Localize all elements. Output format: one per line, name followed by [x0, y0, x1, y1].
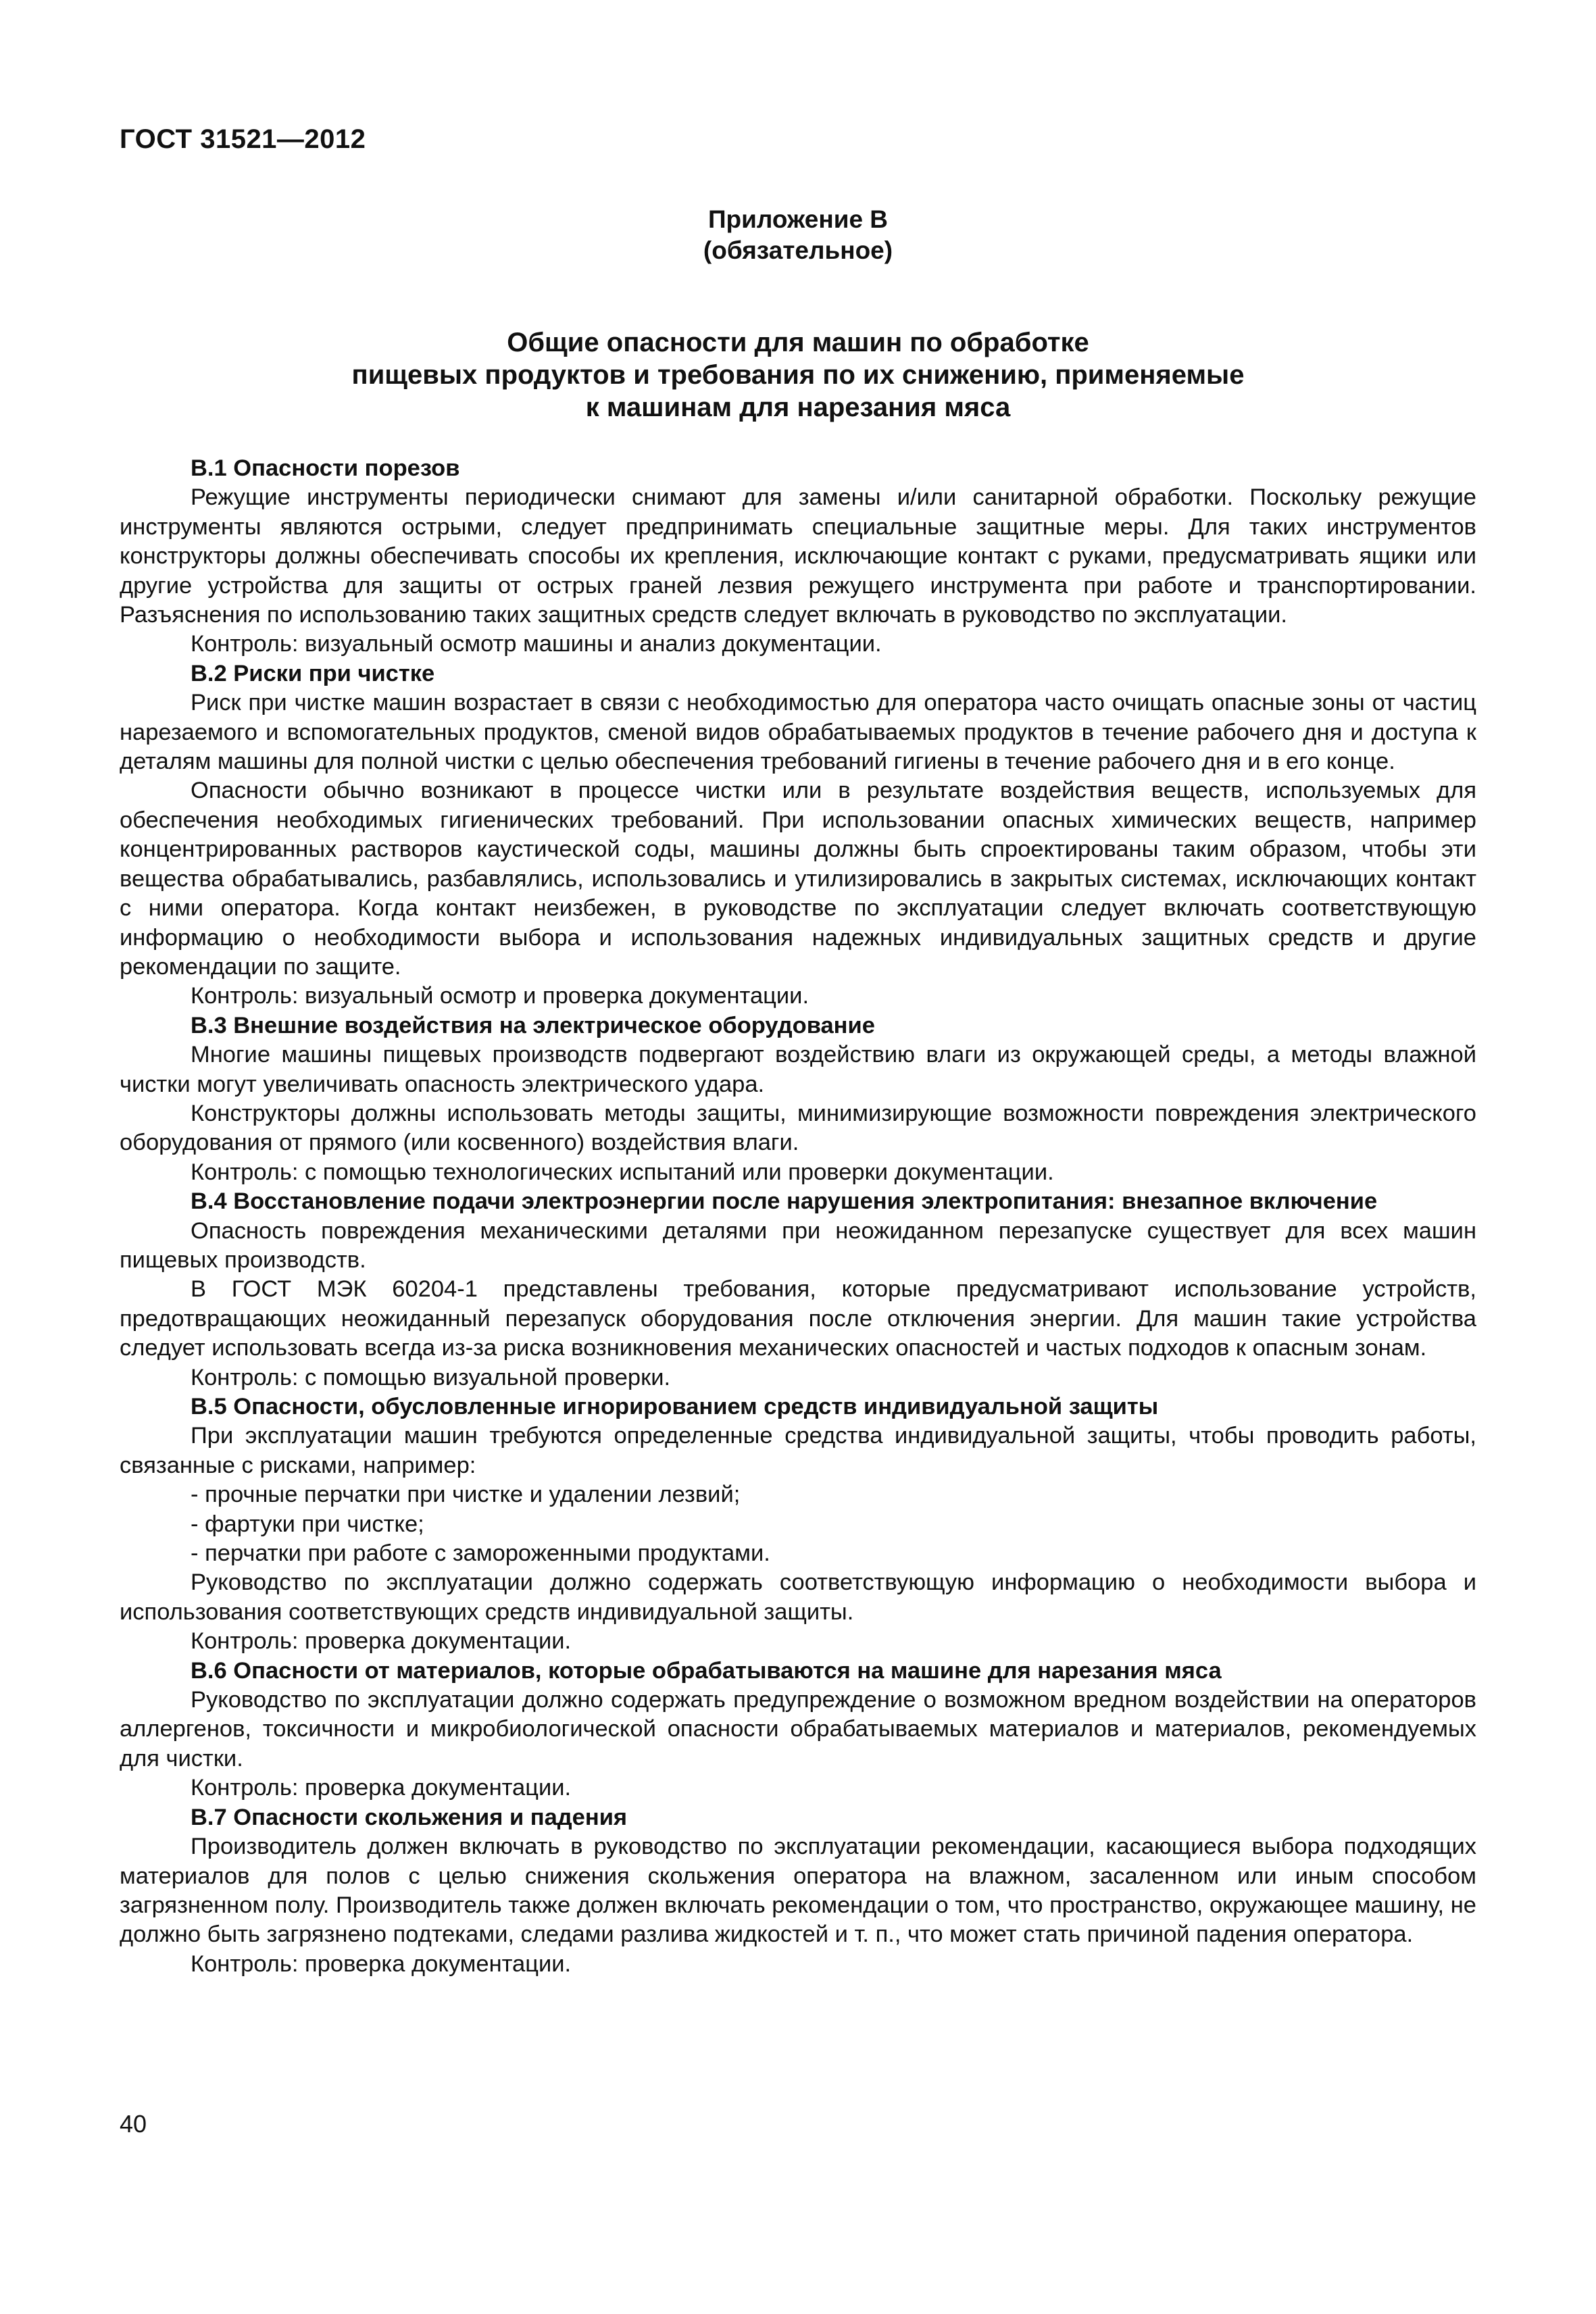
section-heading: В.2 Риски при чистке	[191, 660, 435, 686]
paragraph: Контроль: с помощью технологических испытаний или проверки документации.	[191, 1159, 1054, 1185]
paragraph: Риск при чистке машин возрастает в связи с необходимостью для оператора часто очищать опасные зоны от частиц нарезаемого и вспомогательных продуктов, сменой видов обрабатываемых продуктов в течение рабочего дня и доступа к деталям машины для полной чистки с целью обеспечения требований гигиены в течение рабочего дня и в его конце.	[120, 690, 1476, 775]
section-heading: В.4 Восстановление подачи электроэнергии после нарушения электропитания: внезапное включение	[191, 1188, 1378, 1215]
section-heading: В.1 Опасности порезов	[191, 455, 460, 481]
paragraph: Конструкторы должны использовать методы защиты, минимизирующие возможности повреждения электрического оборудования от прямого (или косвенного) воздействия влаги.	[120, 1100, 1476, 1156]
annex-label: Приложение В	[707, 205, 889, 233]
annex-title-line-2: пищевых продуктов и требования по их снижению, применяемые	[351, 360, 1245, 390]
list-item: - перчатки при работе с замороженными продуктами.	[191, 1540, 770, 1567]
paragraph: Контроль: проверка документации.	[191, 1775, 572, 1801]
annex-title-line-3: к машинам для нарезания мяса	[585, 393, 1011, 422]
list-item: - прочные перчатки при чистке и удалении лезвий;	[191, 1482, 741, 1508]
section-heading: В.5 Опасности, обусловленные игнорированием средств индивидуальной защиты	[191, 1394, 1159, 1419]
annex-status: (обязательное)	[703, 236, 893, 264]
paragraph: Контроль: проверка документации.	[191, 1951, 572, 1977]
paragraph: В ГОСТ МЭК 60204-1 представлены требования, которые предусматривают использование устройств, предотвращающих неожиданный перезапуск оборудования после отключения энергии. Для машин такие устройства следует использовать всегда из-за риска возникновения механических опасностей и частых подходов к опасным зонам.	[120, 1276, 1476, 1361]
paragraph: Производитель должен включать в руководство по эксплуатации рекомендации, касающиеся выбора подходящих материалов для полов с целью снижения скольжения оператора на влажном, засаленном или иным способом загрязненном полу. Производитель также должен включать рекомендации о том, что пространство, окружающее машину, не должно быть загрязнено подтеками, следами разлива жидкостей и т. п., что может стать причиной падения оператора.	[120, 1834, 1476, 1948]
paragraph: Многие машины пищевых производств подвергают воздействию влаги из окружающей среды, а методы влажной чистки могут увеличивать опасность электрического удара.	[120, 1042, 1476, 1097]
paragraph: Опасности обычно возникают в процессе чистки или в результате воздействия веществ, используемых для обеспечения необходимых гигиенических требований. При использовании опасных химических веществ, например концентрированных растворов каустической соды, машины должны быть спроектированы таким образом, чтобы эти вещества обрабатывались, разбавлялись, использовались и утилизировались в закрытых системах, исключающих контакт с ними оператора. Когда контакт неизбежен, в руководстве по эксплуатации следует включать соответствующую информацию о необходимости выбора и использования надежных индивидуальных защитных средств и другие рекомендации по защите.	[120, 778, 1476, 980]
annex-body	[120, 454, 1476, 1979]
paragraph: Режущие инструменты периодически снимают для замены и/или санитарной обработки. Поскольку режущие инструменты являются острыми, следует предпринимать специальные защитные меры. Для таких инструментов конструкторы должны обеспечивать способы их крепления, исключающие контакт с руками, предусматривать ящики или другие устройства для защиты от острых граней лезвия режущего инструмента при работе и транспортировании. Разъяснения по использованию таких защитных средств следует включать в руководство по эксплуатации.	[120, 484, 1476, 628]
paragraph: При эксплуатации машин требуются определенные средства индивидуальной защиты, чтобы проводить работы, связанные с рисками, например:	[120, 1423, 1476, 1478]
paragraph: Контроль: визуальный осмотр и проверка документации.	[191, 983, 809, 1009]
annex-title-line-1: Общие опасности для машин по обработке	[507, 328, 1089, 357]
section-heading: В.6 Опасности от материалов, которые обрабатываются на машине для нарезания мяса	[191, 1657, 1222, 1684]
list-item: - фартуки при чистке;	[191, 1511, 424, 1537]
page-number: 40	[120, 2110, 147, 2138]
paragraph: Контроль: проверка документации.	[191, 1628, 572, 1655]
paragraph: Руководство по эксплуатации должно содержать предупреждение о возможном вредном воздействии на операторов аллергенов, токсичности и микробиологической опасности обрабатываемых материалов и материалов, рекомендуемых для чистки.	[120, 1687, 1476, 1771]
paragraph: Контроль: с помощью визуальной проверки.	[191, 1364, 671, 1390]
section-heading: В.3 Внешние воздействия на электрическое оборудование	[191, 1012, 875, 1038]
paragraph: Руководство по эксплуатации должно содержать соответствующую информацию о необходимости выбора и использования соответствующих средств индивидуальной защиты.	[120, 1569, 1476, 1625]
paragraph: Контроль: визуальный осмотр машины и анализ документации.	[191, 631, 882, 657]
section-heading: В.7 Опасности скольжения и падения	[191, 1804, 628, 1830]
paragraph: Опасность повреждения механическими деталями при неожиданном перезапуске существует для всех машин пищевых производств.	[120, 1217, 1476, 1273]
standard-header: ГОСТ 31521—2012	[120, 124, 366, 154]
